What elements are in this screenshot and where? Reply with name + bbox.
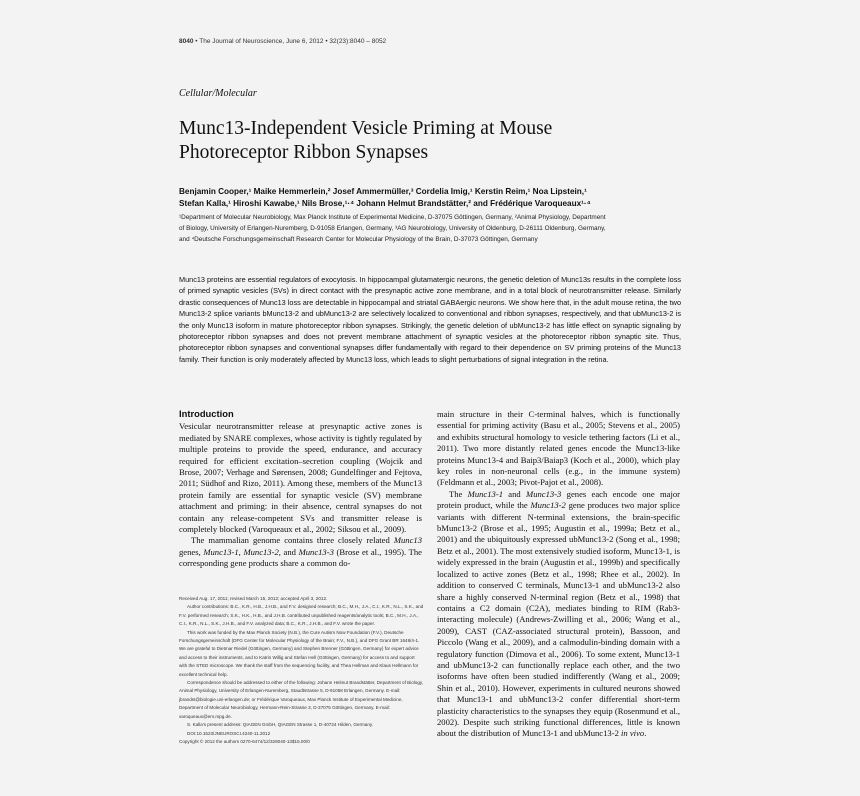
left-column [179, 408, 422, 570]
authors-line-2: Stefan Kalla,¹ Hiroshi Kawabe,¹ Nils Brose,¹·⁴ Johann Helmut Brandstätter,² and Frédérique Varoqueaux¹·⁴ [179, 198, 591, 208]
footnote-funding: This work was funded by the Max Planck Society (N.B.), the Cure Autism Now Foundation (F.V.), Deutsche Forschungsgemeinschaft (DFG Center for Molecular Physiology of the Brain; F.V., N.B.), and DFG Grant BR 1648/4-1. We are grateful to Dietmar Riedel (Göttingen, Germany) and Stephen Brenner (Göttingen, Germany) for expert advice and access to their instruments, and to Katrin Willig and Stefan Hell (Göttingen, Germany) for access to and support with the STED microscope. We thank the staff from the sequencing facility, and Thea Hellman and Klaus Hellmann for excellent technical help. [179, 629, 420, 677]
footnote-contributions: Author contributions: B.C., K.R., H.B., J.H.B., and F.V. designed research; B.C., M.H., J.A., C.I., K.R., N.L., S.K., and F.V. performed research; S.K., H.K., H.B., and J.H.B. contributed unpublished reagents/analytic tools; B.C., M.H., J.A., C.I., K.R., N.L., S.K., J.H.B., and F.V. analyzed data; B.C., K.R., J.H.B., and F.V. wrote the paper. [179, 604, 424, 627]
footnote-address: S. Kalla's present address: QIAGEN GmbH, QIAGEN Strasse 1, D-40724 Hilden, Germany. [187, 722, 374, 728]
footnote-doi: DOI:10.1523/JNEUROSCI.4240-11.2012 [187, 730, 271, 736]
author-list [179, 186, 699, 209]
footnotes [179, 595, 424, 746]
affil-line-3: and ⁴Deutsche Forschungsgemeinschaft Research Center for Molecular Physiology of the Brain, D-37073 Göttingen, Germany [179, 236, 538, 244]
journal-citation: • The Journal of Neuroscience, June 6, 2012 • 32(23):8040 – 8052 [193, 38, 387, 45]
abstract: Munc13 proteins are essential regulators of exocytosis. In hippocampal glutamatergic neurons, the genetic deletion of Munc13s results in the complete loss of primed synaptic vesicles (SVs) in direct contact with the presynaptic active zone membrane, and in a total block of neurotransmitter release. Similarly drastic consequences of Munc13 loss are detectable in hippocampal and striatal GABAergic neurons. We show here that, in the adult mouse retina, the two Munc13-2 splice variants bMunc13-2 and ubMunc13-2 are selectively localized to conventional and ribbon synapses, respectively, and that ubMunc13-2 is the only Munc13 isoform in mature photoreceptor ribbon synapses. Strikingly, the genetic deletion of ubMunc13-2 has little effect on synaptic signaling by photoreceptor ribbon synapses and does not prevent membrane attachment of synaptic vesicles at the photoreceptor ribbon synaptic site. Thus, photoreceptor ribbon synapses and conventional synapses differ fundamentally with regard to their dependence on SV priming proteins of the Munc13 family. Their function is only moderately affected by Munc13 loss, which leads to slight perturbations of signal integration in the retina. [179, 275, 681, 364]
intro-paragraph-1: Vesicular neurotransmitter release at presynaptic active zones is mediated by SNARE complexes, whose activity is tightly regulated by multiple proteins to provide the speed, endurance, and accuracy required for efficient excitation–secretion coupling (Wojcik and Brose, 2007; Verhage and Sørensen, 2008; Gundelfinger and Fejtova, 2011; Südhof and Rizo, 2011). Among these, members of the Munc13 protein family are essential for synaptic vesicle (SV) membrane attachment and priming: in their absence, central synapses do not contain any release-competent SVs and transmitter release is completely blocked (Varoqueaux et al., 2002; Siksou et al., 2009). [179, 421, 422, 535]
affil-line-1: ¹Department of Molecular Neurobiology, Max Planck Institute of Experimental Medicine, D-37075 Göttingen, Germany, ²Animal Physiology, Department [179, 214, 606, 221]
col2-paragraph-1: main structure in their C-terminal halves, which is functionally essential for priming activity (Basu et al., 2005; Stevens et al., 2005) and exhibits structural homology to vesicle tethering factors (Li et al., 2011). Two more distantly related genes encode the Munc13-like proteins Munc13-4 and Baip3/Baiap3 (Koch et al., 2000), which play key roles in non-neuronal cells (e.g., in the immune system) (Feldmann et al., 2003; Pivot-Pajot et al., 2008). [437, 409, 680, 488]
intro-paragraph-2: The mammalian genome contains three closely related Munc13 genes, Munc13-1, Munc13-2, and Munc13-3 (Brose et al., 1995). The corresponding gene products share a common do- [179, 535, 422, 569]
affiliations [179, 212, 699, 246]
article-title [179, 117, 699, 165]
authors-line-1: Benjamin Cooper,¹ Maike Hemmerlein,² Josef Ammermüller,³ Cordelia Imig,¹ Kerstin Reim,¹ Noa Lipstein,¹ [179, 187, 587, 196]
section-label: Cellular/Molecular [179, 88, 257, 99]
col2-paragraph-2: The Munc13-1 and Munc13-3 genes each encode one major protein product, while the Munc13-2 gene produces two major splice variants with different N-terminal extensions, the brain-specific bMunc13-2 (Brose et al., 1995; Augustin et al., 1999a; Betz et al., 2001) and the ubiquitously expressed ubMunc13-2 (Song et al., 1998; Betz et al., 2001). The most extensively studied isoform, Munc13-1, is widely expressed in the brain (Augustin et al., 1999b) and specifically localized to active zones (Betz et al., 1998; Rhee et al., 2002). In addition to conserved C terminals, Munc13-1 and ubMunc13-2 also share a highly conserved N-terminal region (Betz et al., 1998) that contains a C2 domain (C2A), mediates binding to RIM (Rab3-interacting molecule) (Andrews-Zwilling et al., 2006; Wang et al., 2009), CAST (CAZ-associated structural protein), Bassoon, and Piccolo (Wang et al., 2009), and a calmodulin-binding domain with a regulatory function (Dimova et al., 2006). To some extent, Munc13-1 and ubMunc13-2 can functionally replace each other, and the two isoforms have often been studied indifferently (Wang et al., 2009; Shin et al., 2010). However, experiments in cultured neurons showed that Munc13-1 and ubMunc13-2 confer differential short-term plasticity characteristics to the synapses they equip (Rosenmund et al., 2002). Despite such striking functional differences, little is known about the distribution of Munc13-1 and ubMunc13-2 in vivo. [437, 488, 680, 739]
footnote-received: Received Aug. 17, 2011; revised March 15, 2012; accepted April 3, 2012. [179, 596, 328, 601]
running-header [179, 38, 386, 45]
introduction-heading: Introduction [179, 408, 234, 419]
affil-line-2: of Biology, University of Erlangen-Nuremberg, D-91058 Erlangen, Germany, ³AG Neurobiology, University of Oldenburg, D-26111 Oldenburg, Germany, [179, 225, 606, 233]
footnote-copyright: Copyright © 2012 the authors 0270-6474/12/328040-13$15.00/0 [179, 738, 310, 744]
footnote-correspondence: Correspondence should be addressed to either of the following: Johann Helmut Brandstätter, Department of Biology, Animal Physiology, University of Erlangen-Nuremberg, Staudtstrasse 5, D-91058 Erlangen, Germany. E-mail: jbrandst@biologie.uni-erlangen.de; or Frédérique Varoqueaux, Max Planck Institute of Experimental Medicine, Department of Molecular Neurobiology, Hermann-Rein-Strasse 3, D-37075 Göttingen, Germany. E-mail: varoqueaux@em.mpg.de. [179, 680, 424, 719]
right-column [437, 409, 680, 740]
title-line-1: Munc13-Independent Vesicle Priming at Mouse [179, 118, 553, 139]
page-number: 8040 [179, 38, 194, 45]
title-line-2: Photoreceptor Ribbon Synapses [179, 142, 429, 163]
